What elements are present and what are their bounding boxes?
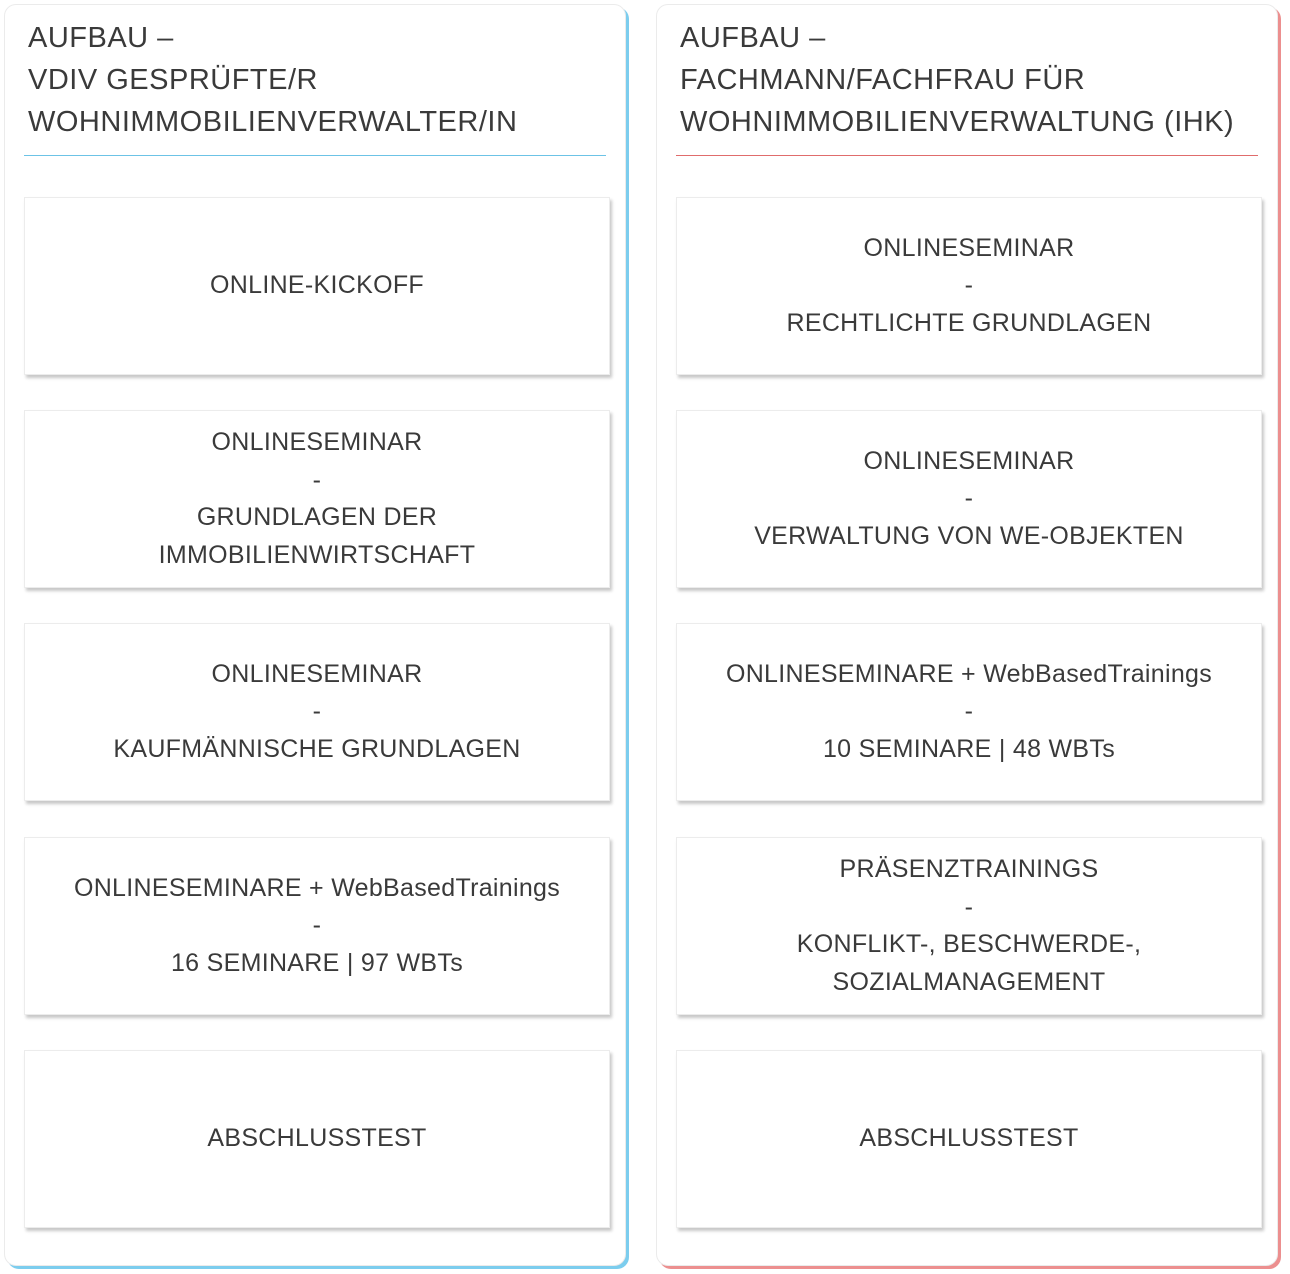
card-text-line: ONLINESEMINAR (863, 446, 1075, 475)
panel-vdiv (4, 4, 626, 1266)
title-line: FACHMANN/FACHFRAU FÜR (680, 64, 1086, 96)
card-text-line: ABSCHLUSSTEST (859, 1124, 1079, 1153)
card-text-line: 16 SEMINARE | 97 WBTs (170, 948, 464, 977)
card-text-line: ONLINESEMINAR (863, 233, 1075, 262)
card-text-line: SOZIALMANAGEMENT (832, 967, 1106, 996)
step-card (676, 837, 1262, 1015)
title-line: WOHNIMMOBILIENVERWALTER/IN (28, 106, 518, 138)
step-card (676, 1050, 1262, 1228)
title-line: WOHNIMMOBILIENVERWALTUNG (IHK) (680, 106, 1235, 138)
card-separator: - (964, 697, 974, 726)
card-text-line: RECHTLICHTE GRUNDLAGEN (786, 308, 1152, 337)
title-line: AUFBAU – (680, 22, 826, 54)
step-card (24, 410, 610, 588)
title-line: VDIV GESPRÜFTE/R (28, 64, 318, 96)
card-separator: - (312, 697, 322, 726)
card-text-line: ONLINESEMINARE + WebBasedTrainings (73, 873, 561, 902)
step-card (676, 410, 1262, 588)
card-separator: - (964, 892, 974, 921)
panel-title (28, 17, 517, 143)
card-separator: - (964, 484, 974, 513)
card-text-line: GRUNDLAGEN DER (196, 503, 438, 531)
card-text-line: ONLINESEMINAR (211, 428, 423, 456)
card-text-line: ONLINESEMINAR (211, 659, 423, 688)
step-card (676, 623, 1262, 801)
panel-ihk (656, 4, 1278, 1266)
card-separator: - (312, 911, 322, 940)
step-card (24, 197, 610, 375)
card-text-line: IMMOBILIENWIRTSCHAFT (158, 540, 476, 569)
title-divider (24, 155, 606, 156)
step-card (24, 837, 610, 1015)
card-text-line: VERWALTUNG VON WE-OBJEKTEN (754, 521, 1184, 550)
title-line: AUFBAU – (28, 22, 174, 54)
step-card (24, 1050, 610, 1228)
card-text-line: KAUFMÄNNISCHE GRUNDLAGEN (113, 734, 521, 763)
card-text-line: PRÄSENZTRAININGS (839, 855, 1099, 883)
card-text-line: ONLINE-KICKOFF (210, 271, 424, 300)
card-text-line: ONLINESEMINARE + WebBasedTrainings (725, 659, 1213, 688)
step-card (676, 197, 1262, 375)
step-card (24, 623, 610, 801)
card-text-line: ABSCHLUSSTEST (207, 1124, 427, 1153)
card-text-line: 10 SEMINARE | 48 WBTs (822, 734, 1116, 763)
card-separator: - (312, 465, 322, 494)
card-separator: - (964, 271, 974, 300)
panel-title (680, 17, 1234, 143)
card-text-line: KONFLIKT-, BESCHWERDE-, (796, 930, 1142, 958)
title-divider (676, 155, 1258, 156)
